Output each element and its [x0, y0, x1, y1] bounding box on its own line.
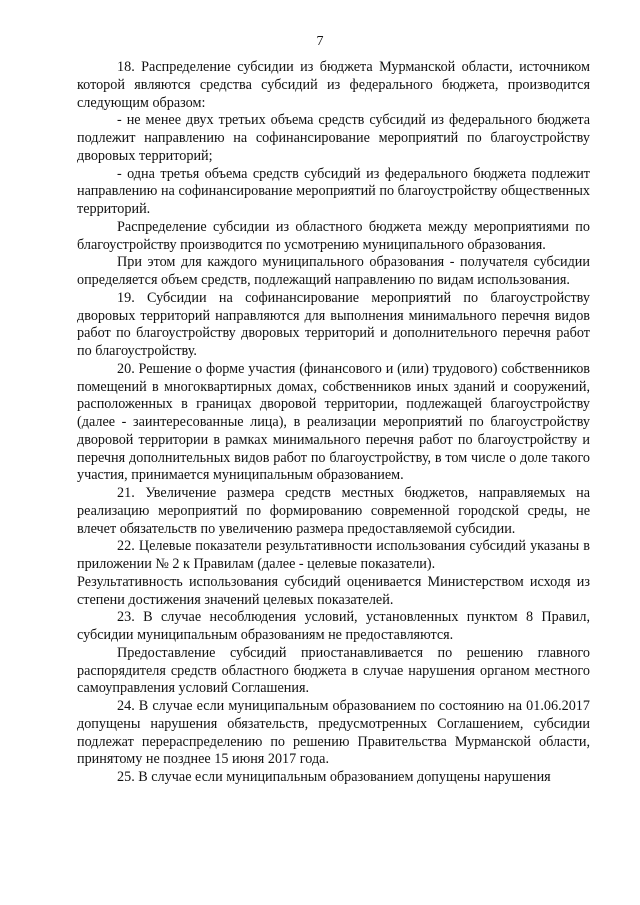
paragraph-suspension: Предоставление субсидий приостанавливается по решению главного распорядителя средств областного бюджета в случае нарушения органом местного самоуправления условий Соглашения.: [77, 644, 590, 697]
paragraph-effectiveness: Результативность использования субсидий оценивается Министерством исходя из степени достижения значений целевых показателей.: [77, 573, 590, 608]
document-body: [77, 59, 590, 787]
paragraph-distribution: Распределение субсидии из областного бюджета между мероприятиями по благоустройству производится по усмотрению муниципального образования.: [77, 218, 590, 253]
paragraph-22: 22. Целевые показатели результативности использования субсидий указаны в приложении № 2 к Правилам (далее - целевые показатели).: [77, 538, 590, 572]
page-number: 7: [316, 34, 324, 49]
paragraph-volume: При этом для каждого муниципального образования - получателя субсидии определяется объем средств, подлежащий направлению по видам использования.: [77, 254, 590, 288]
paragraph-19: 19. Субсидии на софинансирование мероприятий по благоустройству дворовых территорий направляются для выполнения минимального перечня видов работ по благоустройству дворовых территорий и дополнительного перечня работ по благоустройству.: [77, 289, 590, 359]
paragraph-bullet-1: - не менее двух третьих объема средств субсидий из федерального бюджета подлежит направлению на софинансирование мероприятий по благоустройству дворовых территорий;: [77, 112, 590, 164]
paragraph-25: 25. В случае если муниципальным образованием допущены нарушения: [117, 769, 551, 785]
paragraph-23: 23. В случае несоблюдения условий, установленных пунктом 8 Правил, субсидии муниципальным образованиям не предоставляются.: [77, 609, 590, 643]
paragraph-20: 20. Решение о форме участия (финансового и (или) трудового) собственников помещений в многоквартирных домах, собственников иных зданий и сооружений, расположенных в границах дворовой территории, подлежащей благоустройству (далее - заинтересованные лица), в реализации мероприятий по благоустройству дворовой территории в рамках минимального перечня работ по благоустройству и перечня дополнительных видов работ по благоустройству, в том числе о доле такого участия, принимается муниципальным образованием.: [77, 360, 590, 484]
paragraph-21: 21. Увеличение размера средств местных бюджетов, направляемых на реализацию мероприятий по формированию современной городской среды, не влечет обязательств по увеличению размера предоставляемой субсидии.: [77, 485, 590, 537]
paragraph-bullet-2: - одна третья объема средств субсидий из федерального бюджета подлежит направлению на софинансирование мероприятий по благоустройству общественных территорий.: [77, 165, 590, 217]
paragraph-18: 18. Распределение субсидии из бюджета Мурманской области, источником которой являются средства субсидий из федерального бюджета, производится следующим образом:: [77, 59, 590, 111]
paragraph-24: 24. В случае если муниципальным образованием по состоянию на 01.06.2017 допущены нарушения обязательств, предусмотренных Соглашением, субсидии подлежат перераспределению по решению Правительства Мурманской области, принятому не позднее 15 июня 2017 года.: [77, 698, 590, 768]
